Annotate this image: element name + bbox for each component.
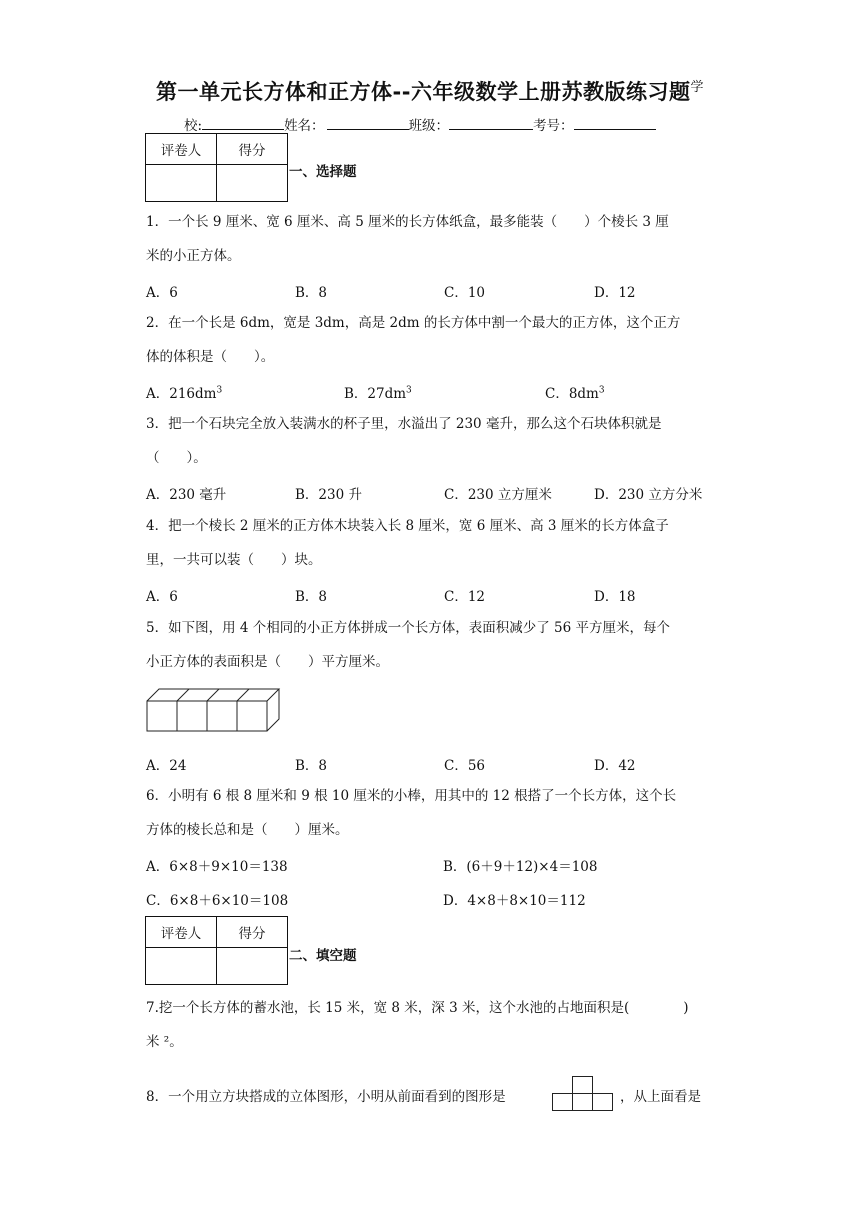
exam-no-label: 考号：: [533, 118, 574, 134]
question-8-line1b: ，从上面看是: [620, 1089, 701, 1105]
score-cell-2[interactable]: [217, 948, 288, 985]
q4-option-d[interactable]: D．18: [594, 589, 636, 605]
q2-option-c-sup: 3: [598, 385, 605, 396]
question-2-line2: 体的体积是（ ）。: [146, 349, 275, 365]
student-info-line: [184, 114, 656, 134]
q6-option-b[interactable]: B．(6＋9＋12)×4＝108: [443, 859, 598, 875]
q4-option-c[interactable]: C．12: [444, 589, 486, 605]
question-5: [146, 611, 716, 679]
score-header-2: 得分: [217, 917, 288, 948]
name-blank[interactable]: [327, 115, 409, 130]
q4-option-a[interactable]: A．6: [146, 589, 178, 605]
name-label: 姓名：: [284, 118, 325, 134]
question-4-line1: 4．把一个棱长 2 厘米的正方体木块装入长 8 厘米，宽 6 厘米、高 3 厘米的长方体盒子: [146, 518, 669, 534]
question-1-line2: 米的小正方体。: [146, 248, 241, 264]
q2-option-b-text: B．27dm: [344, 386, 407, 402]
school-blank[interactable]: [202, 115, 284, 130]
q2-option-a-sup: 3: [216, 385, 223, 396]
question-1: [146, 205, 716, 273]
question-7-line2: 米 ²。: [146, 1034, 183, 1050]
section-title-choice: 一、选择题: [289, 164, 357, 180]
question-3: [146, 407, 716, 475]
q3-option-a[interactable]: A．230 毫升: [146, 487, 227, 503]
q2-option-b[interactable]: [344, 382, 412, 402]
q2-option-a[interactable]: [146, 382, 222, 402]
q3-option-b[interactable]: B．230 升: [295, 487, 362, 503]
q1-option-d[interactable]: D．12: [594, 285, 636, 301]
class-blank[interactable]: [449, 115, 533, 130]
q3-option-d[interactable]: D．230 立方分米: [594, 487, 703, 503]
question-5-line1: 5．如下图，用 4 个相同的小正方体拼成一个长方体，表面积减少了 56 平方厘米，每个: [146, 620, 671, 636]
q2-option-c-text: C．8dm: [545, 386, 599, 402]
question-6: [146, 779, 716, 847]
question-3-line2: （ ）。: [146, 450, 207, 466]
q6-option-d[interactable]: D．4×8＋8×10＝112: [443, 893, 586, 909]
q5-option-b[interactable]: B．8: [295, 758, 328, 774]
question-3-line1: 3．把一个石块完全放入装满水的杯子里，水溢出了 230 毫升，那么这个石块体积就是: [146, 416, 662, 432]
score-cell[interactable]: [217, 165, 288, 202]
exam-no-blank[interactable]: [574, 115, 656, 130]
question-2: [146, 306, 716, 374]
question-6-line2: 方体的棱长总和是（ ）厘米。: [146, 822, 349, 838]
q2-option-a-text: A．216dm: [146, 386, 217, 402]
q1-option-b[interactable]: B．8: [295, 285, 328, 301]
front-view-figure: [552, 1076, 614, 1112]
grader-header-2: 评卷人: [146, 917, 217, 948]
question-2-line1: 2．在一个长是 6dm，宽是 3dm，高是 2dm 的长方体中割一个最大的正方体，这个正方: [146, 315, 681, 331]
q5-option-a[interactable]: A．24: [146, 758, 187, 774]
section-title-fill: 二、填空题: [289, 948, 357, 964]
q6-option-a[interactable]: A．6×8＋9×10＝138: [146, 859, 288, 875]
score-box-2: [145, 916, 288, 985]
q4-option-b[interactable]: B．8: [295, 589, 328, 605]
question-1-line1: 1．一个长 9 厘米、宽 6 厘米、高 5 厘米的长方体纸盒，最多能装（ ）个棱长 3 厘: [146, 214, 669, 230]
question-6-line1: 6．小明有 6 根 8 厘米和 9 根 10 厘米的小棒，用其中的 12 根搭了一个长方体，这个长: [146, 788, 677, 804]
question-7-line1: 7.挖一个长方体的蓄水池，长 15 米，宽 8 米，深 3 米，这个水池的占地面积是( ): [146, 1000, 689, 1016]
q5-option-d[interactable]: D．42: [594, 758, 636, 774]
score-header: 得分: [217, 134, 288, 165]
four-cubes-figure: [146, 688, 286, 736]
question-8-line1a: 8．一个用立方块搭成的立体图形，小明从前面看到的图形是: [146, 1089, 506, 1105]
page-title: [0, 76, 860, 106]
grader-cell-2[interactable]: [146, 948, 217, 985]
question-7: [146, 991, 716, 1059]
q2-option-c[interactable]: [545, 382, 605, 402]
grader-header: 评卷人: [146, 134, 217, 165]
q1-option-a[interactable]: A．6: [146, 285, 178, 301]
title-main: 第一单元长方体和正方体--六年级数学上册苏教版练习题: [156, 80, 691, 104]
score-box-1: [145, 133, 288, 202]
q6-option-c[interactable]: C．6×8＋6×10＝108: [146, 893, 289, 909]
grader-cell[interactable]: [146, 165, 217, 202]
question-4: [146, 509, 716, 577]
class-label: 班级：: [408, 118, 450, 134]
q1-option-c[interactable]: C．10: [444, 285, 486, 301]
q2-option-b-sup: 3: [406, 385, 412, 396]
question-5-line2: 小正方体的表面积是（ ）平方厘米。: [146, 654, 389, 670]
q3-option-c[interactable]: C．230 立方厘米: [444, 487, 552, 503]
title-tail: 学: [690, 80, 704, 95]
question-4-line2: 里，一共可以装（ ）块。: [146, 552, 322, 568]
school-label: 校:: [184, 118, 203, 134]
q5-option-c[interactable]: C．56: [444, 758, 486, 774]
